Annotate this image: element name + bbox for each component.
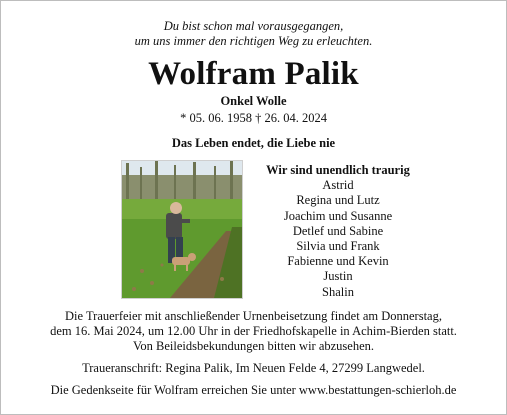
life-dates: * 05. 06. 1958 † 26. 04. 2024 [180, 111, 327, 125]
ceremony-line-1: Die Trauerfeier mit anschließender Urnenbeisetzung findet am Donnerstag, [65, 309, 442, 323]
ceremony-line-3: Von Beileidsbekundungen bitten wir abzusehen. [132, 339, 375, 353]
family-member: Fabienne und Kevin [287, 254, 389, 269]
nickname: Onkel Wolle [220, 94, 287, 108]
memorial-page-note: Die Gedenkseite für Wolfram erreichen Sie unter www.bestattungen-schierloh.de [50, 383, 457, 397]
mourning-address: Traueranschrift: Regina Palik, Im Neuen Felde 4, 27299 Langwedel. [82, 361, 425, 375]
family-heading: Wir sind unendlich traurig [266, 163, 410, 177]
family-member: Shalin [322, 284, 354, 299]
family-member: Silvia und Frank [296, 239, 380, 254]
motto: Das Leben endet, die Liebe nie [171, 136, 336, 150]
family-member: Regina und Lutz [296, 193, 380, 208]
portrait-photo [121, 160, 243, 299]
ceremony-line-2: dem 16. Mai 2024, um 12.00 Uhr in der Friedhofskapelle in Achim-Bierden statt. [50, 324, 457, 338]
family-member: Joachim und Susanne [283, 208, 393, 223]
poem-line-1: Du bist schon mal vorausgegangen, [163, 19, 344, 33]
family-member: Astrid [322, 178, 354, 193]
family-member: Justin [323, 269, 353, 284]
family-list [254, 163, 422, 300]
poem-line-2: um uns immer den richtigen Weg zu erleuchten. [134, 34, 373, 48]
family-member: Detlef und Sabine [292, 223, 384, 238]
deceased-name: Wolfram Palik [148, 56, 359, 92]
